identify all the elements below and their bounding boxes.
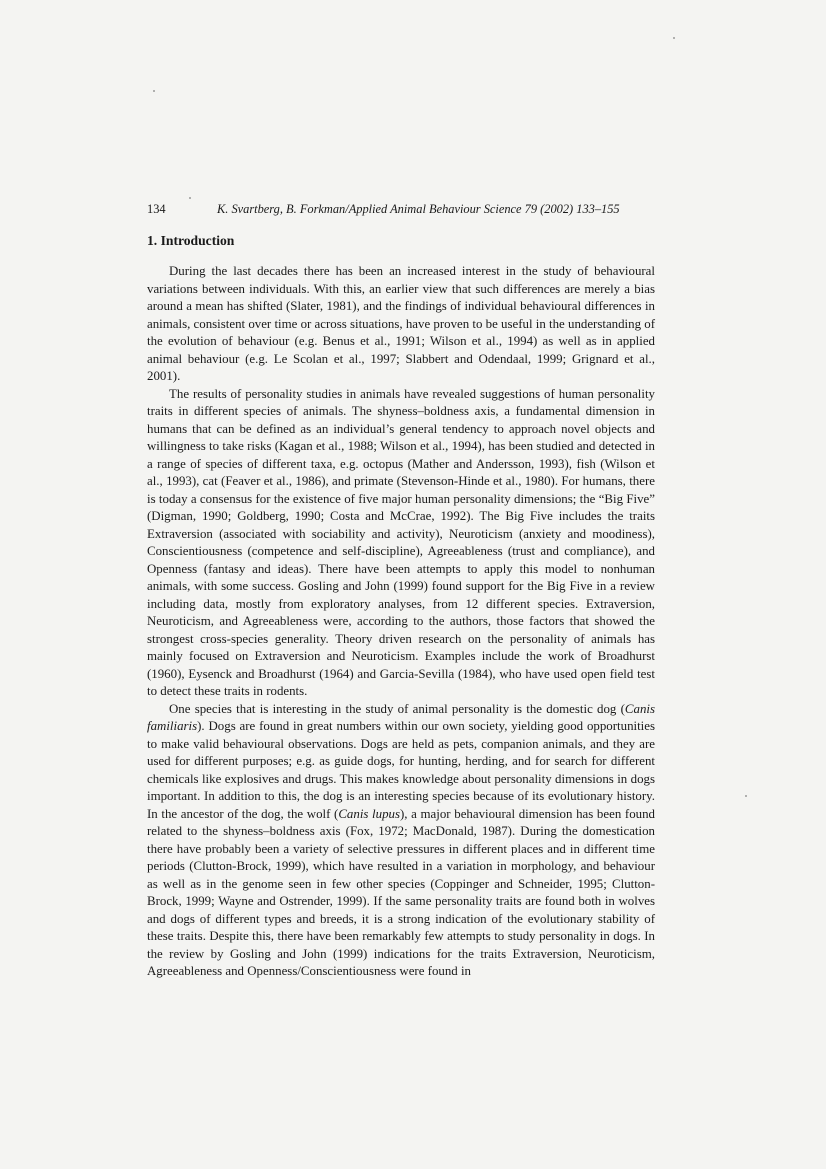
paragraph-text: During the last decades there has been an increased interest in the study of behavioural variations between individuals. With this, an earlier view that such differences are merely a bias around a mean has shifted (Slater, 1981), and the findings of individual behavioural differences in animals, consistent over time or across situations, have proven to be useful in the understanding of the evolution of behaviour (e.g. Benus et al., 1991; Wilson et al., 1994) as well as in applied animal behaviour (e.g. Le Scolan et al., 1997; Slabbert and Odendaal, 1999; Grignard et al., 2001). bbox=[147, 264, 655, 383]
paragraph-text: One species that is interesting in the study of animal personality is the domestic dog ( bbox=[169, 701, 625, 716]
body-text bbox=[147, 263, 655, 981]
paragraph bbox=[147, 701, 655, 981]
scan-speck bbox=[745, 795, 747, 797]
paragraph-text: ). Dogs are found in great numbers within our own society, yielding good opportunities to make valid behavioural observations. Dogs are held as pets, companion animals, and they are used for different purposes; e.g. as guide dogs, for hunting, herding, and for search for different chemicals like explosives and drugs. This makes knowledge about personality dimensions in dogs important. In addition to this, the dog is an interesting species because of its evolutionary history. In the ancestor of the dog, the wolf ( bbox=[147, 719, 655, 821]
journal-citation: K. Svartberg, B. Forkman/Applied Animal Behaviour Science 79 (2002) 133–155 bbox=[217, 202, 620, 216]
species-name: Canis lupus bbox=[338, 806, 400, 821]
paragraph bbox=[147, 386, 655, 701]
page-number: 134 bbox=[147, 202, 166, 216]
section-heading: 1. Introduction bbox=[147, 233, 235, 248]
paragraph bbox=[147, 263, 655, 386]
species-name: Canis familiaris bbox=[147, 701, 655, 733]
scan-speck bbox=[673, 37, 675, 39]
paragraph-text: ), a major behavioural dimension has been found related to the shyness–boldness axis (Fox, 1972; MacDonald, 1987). During the domestication there have probably been a variety of selective pressures in different places and in different time periods (Clutton-Brock, 1999), which have resulted in a variation in morphology, and behaviour as well as in the genome seen in few other species (Coppinger and Schneider, 1995; Clutton-Brock, 1999; Wayne and Ostrender, 1999). If the same personality traits are found both in wolves and dogs of different types and breeds, it is a strong indication of the evolutionary stability of these traits. Despite this, there have been remarkably few attempts to study personality in dogs. In the review by Gosling and John (1999) indications for the traits Extraversion, Neuroticism, Agreeableness and Openness/Conscientiousness were found in bbox=[147, 806, 655, 978]
scan-speck bbox=[189, 197, 191, 199]
running-header bbox=[147, 202, 662, 217]
scan-speck bbox=[153, 90, 155, 92]
paragraph-text: The results of personality studies in animals have revealed suggestions of human personality traits in different species of animals. The shyness–boldness axis, a fundamental dimension in humans that can be defined as an individual’s general tendency to approach novel objects and willingness to take risks (Kagan et al., 1988; Wilson et al., 1994), has been studied and detected in a range of species of different taxa, e.g. octopus (Mather and Andersson, 1993), fish (Wilson et al., 1993), cat (Feaver et al., 1986), and primate (Stevenson-Hinde et al., 1980). For humans, there is today a consensus for the existence of five major human personality dimensions; the “Big Five” (Digman, 1990; Goldberg, 1990; Costa and McCrae, 1992). The Big Five includes the traits Extraversion (associated with sociability and activity), Neuroticism (anxiety and moodiness), Conscientiousness (competence and self-discipline), Agreeableness (trust and compliance), and Openness (fantasy and ideas). There have been attempts to apply this model to nonhuman animals, with some success. Gosling and John (1999) found support for the Big Five in a review including data, mostly from exploratory analyses, from 12 different species. Extraversion, Neuroticism, and Agreeableness were, according to the authors, those factors that showed the strongest cross-species generality. Theory driven research on the personality of animals has mainly focused on Extraversion and Neuroticism. Examples include the work of Broadhurst (1960), Eysenck and Broadhurst (1964) and Garcia-Sevilla (1984), who have used open field test to detect these traits in rodents. bbox=[147, 386, 655, 698]
